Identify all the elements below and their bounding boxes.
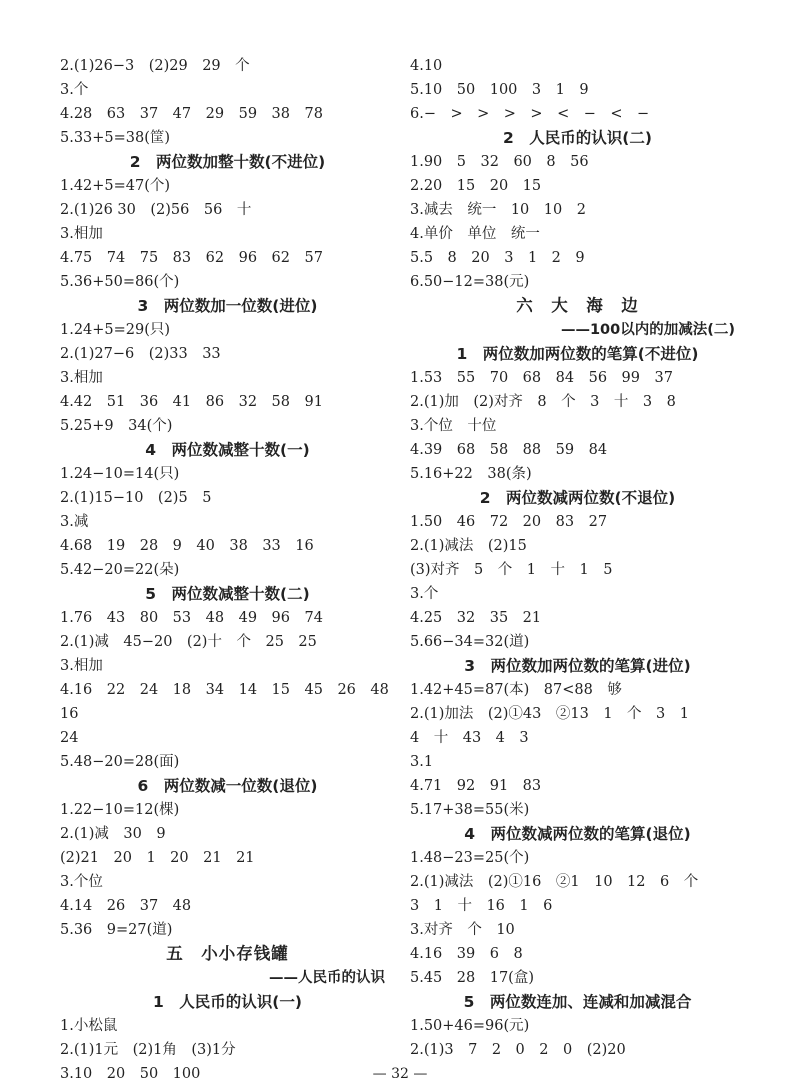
answer-line: 4.16 22 24 18 34 14 15 45 26 48 16 24: [60, 682, 389, 746]
section-heading: 2 两位数加整十数(不进位): [129, 153, 326, 171]
section-heading: 4 两位数减两位数的笔算(退位): [464, 825, 691, 843]
answer-line: (3)对齐 5 个 1 十 1 5: [410, 562, 613, 578]
section-heading: 2 人民币的认识(二): [503, 129, 652, 147]
answer-line: 3.个位: [60, 874, 103, 890]
answer-line: 4.25 32 35 21: [410, 610, 542, 626]
answer-line: 1.50+46=96(元): [410, 1018, 530, 1034]
answer-line: 5.36 9=27(道): [60, 922, 173, 938]
section-heading: 3 两位数加一位数(进位): [137, 297, 318, 315]
answer-line: 2.(1)加 (2)对齐 8 个 3 十 3 8: [410, 394, 676, 410]
answer-line: 2.(1)减法 (2)15: [410, 538, 527, 554]
unit-subtitle: ——100以内的加减法(二): [560, 322, 735, 338]
answer-line: 4 十 43 4 3: [410, 730, 529, 746]
unit-subtitle: ——人民币的认识: [269, 970, 385, 986]
right-column: [410, 54, 745, 1062]
section-heading: 5 两位数连加、连减和加减混合: [463, 993, 692, 1011]
answer-line: 6.− > > > > < − < −: [410, 106, 650, 122]
answer-line: 3.10 20 50 100: [60, 1066, 201, 1082]
answer-line: 4.10: [410, 58, 443, 74]
answer-line: 4.68 19 28 9 40 38 33 16: [60, 538, 314, 554]
answer-line: 3.个: [410, 586, 439, 602]
answer-line: 4.28 63 37 47 29 59 38 78: [60, 106, 323, 122]
unit-title: 五 小小存钱罐: [166, 944, 289, 963]
answer-line: 3.个位 十位: [410, 418, 497, 434]
answer-line: 4.71 92 91 83: [410, 778, 542, 794]
unit-title: 六 大 海 边: [516, 296, 639, 315]
answer-line: 2.(1)3 7 2 0 2 0 (2)20: [410, 1042, 626, 1058]
section-heading: 1 人民币的认识(一): [153, 993, 302, 1011]
answer-line: 2.(1)减 45−20 (2)十 个 25 25: [60, 634, 317, 650]
answer-line: 5.36+50=86(个): [60, 274, 180, 290]
answer-line: 4.75 74 75 83 62 96 62 57: [60, 250, 323, 266]
answer-line: 2.20 15 20 15: [410, 178, 542, 194]
answer-line: 1.24+5=29(只): [60, 322, 171, 338]
answer-line: 2.(1)27−6 (2)33 33: [60, 346, 221, 362]
answer-line: 1.小松鼠: [60, 1018, 118, 1034]
answer-line: 1.42+5=47(个): [60, 178, 171, 194]
section-heading: 5 两位数减整十数(二): [145, 585, 310, 603]
answer-line: 5.16+22 38(条): [410, 466, 532, 482]
section-heading: 1 两位数加两位数的笔算(不进位): [456, 345, 699, 363]
answer-line: 2.(1)减法 (2)①16 ②1 10 12 6 个: [410, 874, 699, 890]
answer-line: 3.对齐 个 10: [410, 922, 515, 938]
answer-line: 4.14 26 37 48: [60, 898, 192, 914]
answer-line: 5.10 50 100 3 1 9: [410, 82, 589, 98]
answer-line: 5.45 28 17(盒): [410, 970, 535, 986]
answer-line: 5.5 8 20 3 1 2 9: [410, 250, 585, 266]
answer-line: 2.(1)加法 (2)①43 ②13 1 个 3 1: [410, 706, 689, 722]
answer-line: 5.17+38=55(米): [410, 802, 530, 818]
section-heading: 2 两位数减两位数(不退位): [479, 489, 676, 507]
answer-line: 1.24−10=14(只): [60, 466, 180, 482]
left-column: [60, 54, 395, 1086]
answer-line: 1.42+45=87(本) 87<88 够: [410, 682, 622, 698]
answer-line: 2.(1)26 30 (2)56 56 十: [60, 202, 252, 218]
section-heading: 3 两位数加两位数的笔算(进位): [464, 657, 691, 675]
answer-line: 4.42 51 36 41 86 32 58 91: [60, 394, 323, 410]
answer-line: 2.(1)1元 (2)1角 (3)1分: [60, 1042, 236, 1058]
answer-line: 6.50−12=38(元): [410, 274, 530, 290]
section-heading: 6 两位数减一位数(退位): [137, 777, 318, 795]
answer-line: 3.相加: [60, 226, 103, 242]
answer-line: 5.48−20=28(面): [60, 754, 180, 770]
answer-line: 3.减: [60, 514, 89, 530]
answer-line: 3.减去 统一 10 10 2: [410, 202, 586, 218]
answer-line: 4.16 39 6 8: [410, 946, 523, 962]
section-heading: 4 两位数减整十数(一): [145, 441, 310, 459]
answer-line: 3 1 十 16 1 6: [410, 898, 553, 914]
answer-line: 3.相加: [60, 658, 103, 674]
answer-line: 5.25+9 34(个): [60, 418, 173, 434]
answer-line: 2.(1)减 30 9: [60, 826, 166, 842]
answer-line: 1.53 55 70 68 84 56 99 37: [410, 370, 673, 386]
answer-line: (2)21 20 1 20 21 21: [60, 850, 255, 866]
answer-line: 1.50 46 72 20 83 27: [410, 514, 608, 530]
answer-line: 2.(1)15−10 (2)5 5: [60, 490, 212, 506]
answer-line: 1.48−23=25(个): [410, 850, 530, 866]
answer-line: 1.76 43 80 53 48 49 96 74: [60, 610, 323, 626]
answer-line: 5.42−20=22(朵): [60, 562, 180, 578]
answer-line: 3.1: [410, 754, 434, 770]
answer-line: 3.相加: [60, 370, 103, 386]
answer-line: 2.(1)26−3 (2)29 29 个: [60, 58, 250, 74]
answer-line: 1.22−10=12(棵): [60, 802, 180, 818]
answer-line: 3.个: [60, 82, 89, 98]
answer-line: 5.66−34=32(道): [410, 634, 530, 650]
answer-line: 4.单价 单位 统一: [410, 226, 540, 242]
answer-line: 5.33+5=38(筐): [60, 130, 171, 146]
answer-line: 1.90 5 32 60 8 56: [410, 154, 589, 170]
answer-line: 4.39 68 58 88 59 84: [410, 442, 608, 458]
page-number: — 32 —: [372, 1066, 428, 1082]
